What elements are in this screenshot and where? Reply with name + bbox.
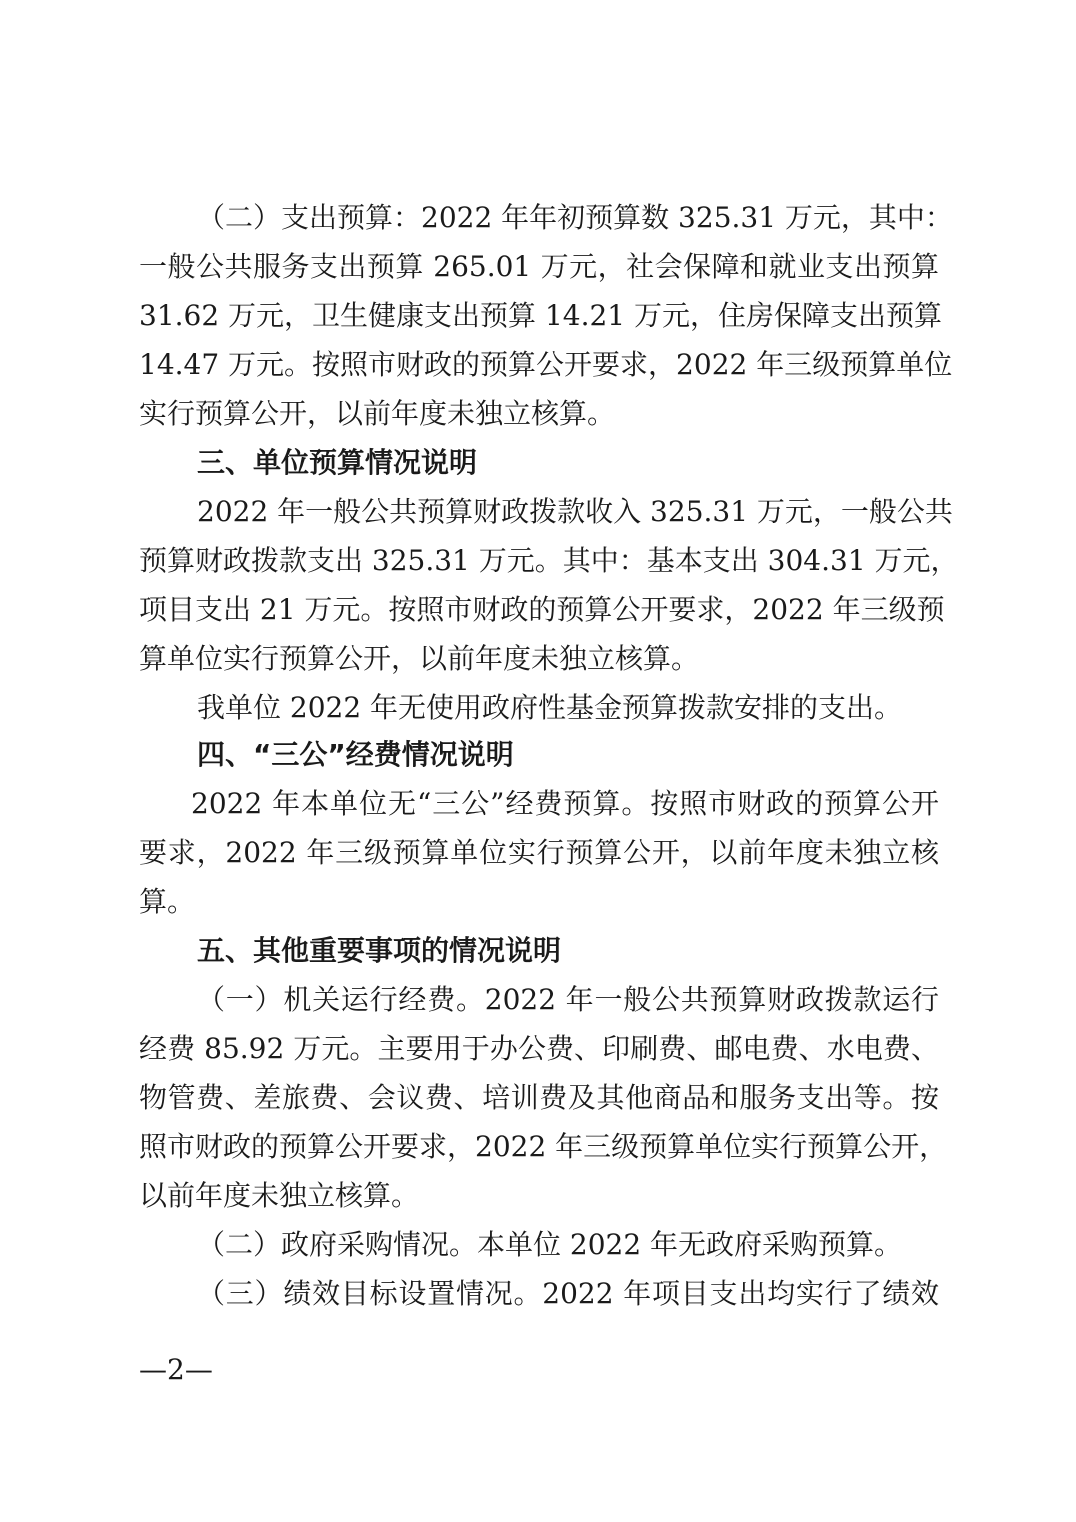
paragraph-line: 2022 年一般公共预算财政拨款收入 325.31 万元，一般公共 [197,495,953,528]
paragraph-line: 物管费、差旅费、会议费、培训费及其他商品和服务支出等。按 [139,1081,939,1114]
paragraph-line: （一）机关运行经费。2022 年一般公共预算财政拨款运行 [197,983,939,1016]
paragraph-line: 算。 [139,885,196,918]
paragraph-line: 我单位 2022 年无使用政府性基金预算拨款安排的支出。 [197,691,903,724]
paragraph-line: 14.47 万元。按照市财政的预算公开要求，2022 年三级预算单位 [139,348,953,381]
paragraph-line: 要求，2022 年三级预算单位实行预算公开，以前年度未独立核 [139,836,939,869]
paragraph-line: 31.62 万元，卫生健康支出预算 14.21 万元，住房保障支出预算 [139,299,943,332]
paragraph-line: 一般公共服务支出预算 265.01 万元，社会保障和就业支出预算 [139,250,939,283]
paragraph-line: （二）支出预算：2022 年年初预算数 325.31 万元，其中： [197,201,953,234]
page-number: —2— [139,1353,213,1386]
paragraph-line: 经费 85.92 万元。主要用于办公费、印刷费、邮电费、水电费、 [139,1032,939,1065]
section-heading: 三、单位预算情况说明 [197,446,478,479]
paragraph-line: （二）政府采购情况。本单位 2022 年无政府采购预算。 [197,1228,903,1261]
paragraph-line: 以前年度未独立核算。 [139,1179,420,1212]
paragraph-line: 照市财政的预算公开要求，2022 年三级预算单位实行预算公开， [139,1130,948,1163]
paragraph-line: 实行预算公开，以前年度未独立核算。 [139,397,616,430]
paragraph-line: 项目支出 21 万元。按照市财政的预算公开要求，2022 年三级预 [139,593,945,626]
section-heading: 五、其他重要事项的情况说明 [197,934,562,967]
section-heading: 四、“三公”经费情况说明 [197,738,514,771]
paragraph-line: 预算财政拨款支出 325.31 万元。其中：基本支出 304.31 万元， [139,544,959,577]
paragraph-line: 算单位实行预算公开，以前年度未独立核算。 [139,642,700,675]
paragraph-line: 2022 年本单位无“三公”经费预算。按照市财政的预算公开 [191,787,939,820]
paragraph-line: （三）绩效目标设置情况。2022 年项目支出均实行了绩效 [197,1277,939,1310]
